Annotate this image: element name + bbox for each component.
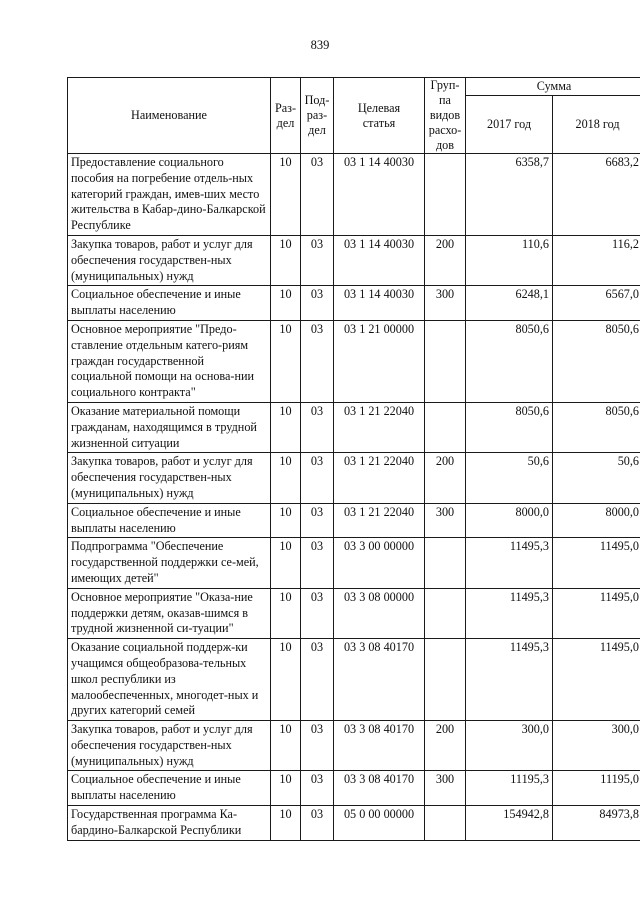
row-subsection: 03: [301, 639, 334, 721]
row-section: 10: [271, 721, 301, 771]
row-name: Социальное обеспечение и иные выплаты населению: [68, 771, 271, 806]
table-header: [68, 78, 640, 154]
row-sum-2018: 50,6: [553, 453, 640, 503]
row-subsection: 03: [301, 806, 334, 841]
row-section: 10: [271, 771, 301, 806]
row-sum-2017: 11195,3: [466, 771, 553, 806]
header-group: Груп- па видов расхо- дов: [425, 78, 466, 154]
row-section: 10: [271, 538, 301, 588]
table-row: [68, 286, 640, 321]
row-section: 10: [271, 402, 301, 452]
row-subsection: 03: [301, 154, 334, 236]
row-section: 10: [271, 806, 301, 841]
row-section: 10: [271, 503, 301, 538]
row-target: 03 1 21 00000: [334, 320, 425, 402]
row-group: 200: [425, 721, 466, 771]
row-subsection: 03: [301, 588, 334, 638]
header-name: Наименование: [68, 78, 271, 154]
row-sum-2017: 110,6: [466, 235, 553, 285]
row-sum-2017: 300,0: [466, 721, 553, 771]
row-sum-2018: 6567,0: [553, 286, 640, 321]
row-sum-2017: 8050,6: [466, 402, 553, 452]
row-name: Закупка товаров, работ и услуг для обеспечения государствен-ных (муниципальных) нужд: [68, 721, 271, 771]
row-group: 200: [425, 235, 466, 285]
row-target: 03 3 08 40170: [334, 639, 425, 721]
row-name: Подпрограмма "Обеспечение государственной поддержки се-мей, имеющих детей": [68, 538, 271, 588]
row-sum-2017: 11495,3: [466, 538, 553, 588]
row-sum-2017: 8000,0: [466, 503, 553, 538]
row-group: [425, 538, 466, 588]
table-body: [68, 154, 640, 841]
row-sum-2017: 11495,3: [466, 639, 553, 721]
row-sum-2017: 8050,6: [466, 320, 553, 402]
table-row: [68, 806, 640, 841]
row-subsection: 03: [301, 538, 334, 588]
row-subsection: 03: [301, 453, 334, 503]
row-group: [425, 402, 466, 452]
row-name: Предоставление социального пособия на погребение отдель-ных категорий граждан, имев-ших место жительства в Кабар-дино-Балкарской Республике: [68, 154, 271, 236]
row-subsection: 03: [301, 286, 334, 321]
row-target: 03 3 00 00000: [334, 538, 425, 588]
row-name: Закупка товаров, работ и услуг для обеспечения государствен-ных (муниципальных) нужд: [68, 453, 271, 503]
row-name: Социальное обеспечение и иные выплаты населению: [68, 286, 271, 321]
table-row: [68, 235, 640, 285]
row-group: [425, 639, 466, 721]
row-sum-2018: 11495,0: [553, 588, 640, 638]
row-sum-2018: 116,2: [553, 235, 640, 285]
row-sum-2018: 11495,0: [553, 639, 640, 721]
row-section: 10: [271, 453, 301, 503]
row-group: 300: [425, 771, 466, 806]
row-target: 03 3 08 40170: [334, 721, 425, 771]
row-name: Оказание социальной поддерж-ки учащимся общеобразова-тельных школ республики из малообеспеченных, многодет-ных и других категорий семей: [68, 639, 271, 721]
budget-table: [67, 77, 640, 841]
row-section: 10: [271, 235, 301, 285]
row-sum-2017: 154942,8: [466, 806, 553, 841]
row-group: 300: [425, 286, 466, 321]
row-subsection: 03: [301, 402, 334, 452]
row-name: Основное мероприятие "Предо-ставление отдельным катего-риям граждан государственной социальной помощи на основа-нии социального контракта": [68, 320, 271, 402]
row-section: 10: [271, 639, 301, 721]
row-target: 03 1 14 40030: [334, 235, 425, 285]
row-subsection: 03: [301, 320, 334, 402]
row-sum-2018: 8050,6: [553, 402, 640, 452]
row-name: Основное мероприятие "Оказа-ние поддержки детям, оказав-шимся в трудной жизненной си-туации": [68, 588, 271, 638]
row-sum-2018: 6683,2: [553, 154, 640, 236]
table-row: [68, 721, 640, 771]
page-number: 839: [310, 38, 330, 52]
row-subsection: 03: [301, 721, 334, 771]
row-group: [425, 806, 466, 841]
row-target: 03 1 21 22040: [334, 453, 425, 503]
table-row: [68, 453, 640, 503]
row-sum-2018: 8000,0: [553, 503, 640, 538]
header-sum: Сумма: [466, 78, 640, 96]
row-sum-2018: 300,0: [553, 721, 640, 771]
table-row: [68, 588, 640, 638]
row-group: [425, 154, 466, 236]
row-sum-2018: 11495,0: [553, 538, 640, 588]
row-sum-2017: 11495,3: [466, 588, 553, 638]
row-target: 03 3 08 40170: [334, 771, 425, 806]
row-group: 200: [425, 453, 466, 503]
row-section: 10: [271, 286, 301, 321]
header-year-2017: 2017 год: [466, 96, 553, 154]
row-sum-2018: 8050,6: [553, 320, 640, 402]
table-row: [68, 771, 640, 806]
row-group: 300: [425, 503, 466, 538]
row-target: 03 1 21 22040: [334, 402, 425, 452]
row-sum-2017: 6358,7: [466, 154, 553, 236]
row-sum-2018: 11195,0: [553, 771, 640, 806]
row-target: 03 1 21 22040: [334, 503, 425, 538]
header-section: Раз- дел: [271, 78, 301, 154]
row-sum-2018: 84973,8: [553, 806, 640, 841]
table-row: [68, 538, 640, 588]
header-subsection: Под- раз- дел: [301, 78, 334, 154]
header-year-2018: 2018 год: [553, 96, 640, 154]
row-group: [425, 320, 466, 402]
row-name: Государственная программа Ка-бардино-Балкарской Республики: [68, 806, 271, 841]
row-name: Закупка товаров, работ и услуг для обеспечения государствен-ных (муниципальных) нужд: [68, 235, 271, 285]
table-row: [68, 320, 640, 402]
row-name: Социальное обеспечение и иные выплаты населению: [68, 503, 271, 538]
row-target: 03 1 14 40030: [334, 154, 425, 236]
table-row: [68, 402, 640, 452]
row-subsection: 03: [301, 503, 334, 538]
row-group: [425, 588, 466, 638]
table-row: [68, 639, 640, 721]
row-sum-2017: 50,6: [466, 453, 553, 503]
row-name: Оказание материальной помощи гражданам, находящимся в трудной жизненной ситуации: [68, 402, 271, 452]
row-sum-2017: 6248,1: [466, 286, 553, 321]
table-row: [68, 154, 640, 236]
row-target: 03 3 08 00000: [334, 588, 425, 638]
row-subsection: 03: [301, 235, 334, 285]
row-target: 05 0 00 00000: [334, 806, 425, 841]
table-row: [68, 503, 640, 538]
row-subsection: 03: [301, 771, 334, 806]
row-section: 10: [271, 588, 301, 638]
row-target: 03 1 14 40030: [334, 286, 425, 321]
row-section: 10: [271, 320, 301, 402]
row-section: 10: [271, 154, 301, 236]
header-target: Целевая статья: [334, 78, 425, 154]
